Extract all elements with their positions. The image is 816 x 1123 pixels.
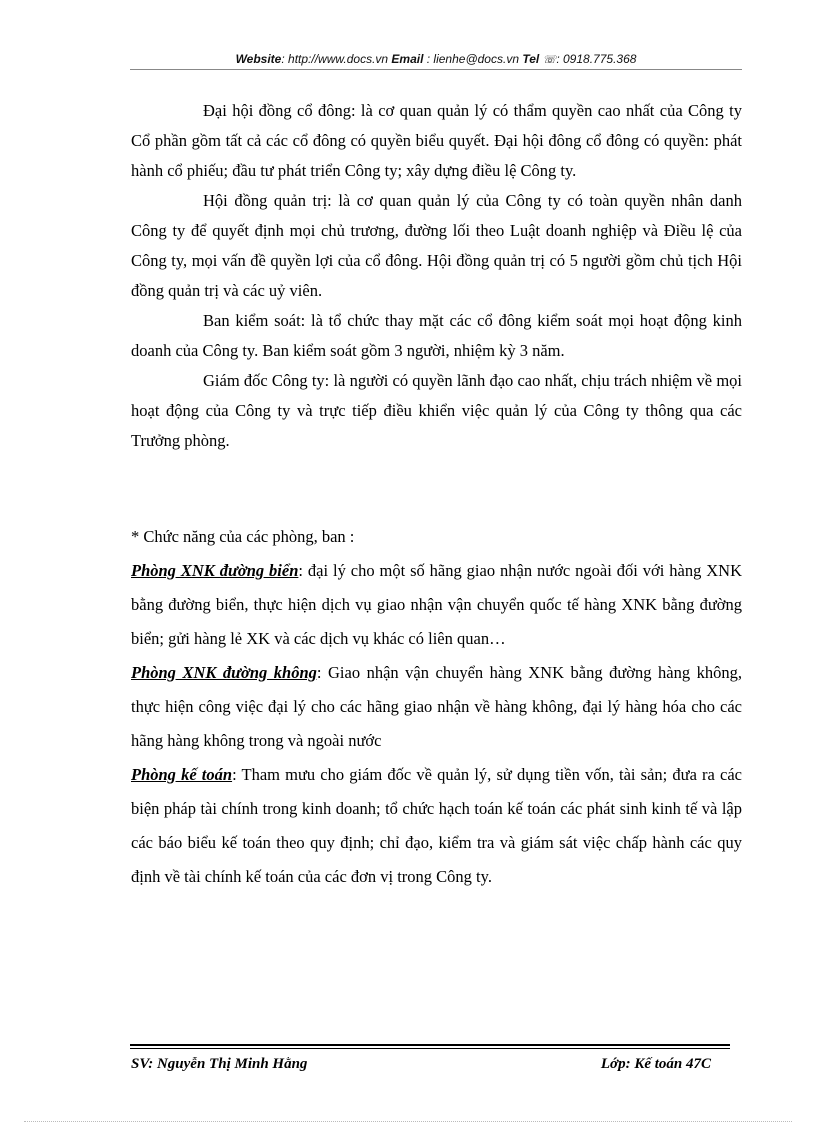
dept-text: : Tham mưu cho giám đốc về quản lý, sử dụng tiền vốn, tài sản; đưa ra các biện pháp tài chính trong kinh doanh; tổ chức hạch toán kế toán các phát sinh kinh tế và lập các báo biểu kế toán theo quy định; chỉ đạo, kiểm tra và giám sát việc chấp hành các quy định về tài chính kế toán của các đơn vị trong Công ty. bbox=[131, 765, 742, 886]
org-description bbox=[131, 96, 742, 456]
paragraph-director: Giám đốc Công ty: là người có quyền lãnh đạo cao nhất, chịu trách nhiệm về mọi hoạt động của Công ty và trực tiếp điều khiển việc quản lý của Công ty thông qua các Trưởng phòng. bbox=[131, 371, 742, 450]
footer-student: SV: Nguyễn Thị Minh Hằng bbox=[131, 1056, 308, 1072]
paragraph-board: Hội đồng quản trị: là cơ quan quản lý của Công ty có toàn quyền nhân danh Công ty để quyết định mọi chủ trương, đường lối theo Luật doanh nghiệp và Điều lệ của Công ty, mọi vấn đề quyền lợi của cổ đông. Hội đồng quản trị có 5 người gồm chủ tịch Hội đồng quản trị và các uỷ viên. bbox=[131, 191, 742, 300]
dept-text: : Giao nhận vận chuyển hàng XNK bằng đường hàng không, thực hiện công việc đại lý cho các hãng giao nhận về hàng không, đại lý hàng hóa cho các hãng hàng không trong và ngoài nước bbox=[131, 663, 742, 750]
tel-label: Tel bbox=[522, 52, 540, 66]
dept-air bbox=[131, 656, 742, 758]
page-footer bbox=[131, 1054, 711, 1074]
phone-icon: ☏ bbox=[542, 54, 557, 66]
paragraph-supervisory: Ban kiểm soát: là tổ chức thay mặt các cổ đông kiểm soát mọi hoạt động kinh doanh của Công ty. Ban kiểm soát gồm 3 người, nhiệm kỳ 3 năm. bbox=[131, 311, 742, 360]
page-bottom-border bbox=[24, 1121, 792, 1122]
section-heading: * Chức năng của các phòng, ban : bbox=[131, 527, 355, 546]
dept-name: Phòng XNK đường biển bbox=[131, 561, 299, 580]
department-functions bbox=[131, 520, 742, 894]
dept-text: : đại lý cho một số hãng giao nhận nước ngoài đối với hàng XNK bằng đường biển, thực hiện dịch vụ giao nhận vận chuyển quốc tế hàng XNK bằng đường biển; gửi hàng lẻ XK và các dịch vụ khác có liên quan… bbox=[131, 561, 742, 648]
dept-sea bbox=[131, 554, 742, 656]
email-value[interactable]: : lienhe@docs.vn bbox=[423, 52, 523, 66]
header-divider bbox=[130, 69, 742, 70]
footer-class: Lớp: Kế toán 47C bbox=[600, 1056, 711, 1072]
footer-divider bbox=[130, 1044, 730, 1046]
dept-name: Phòng kế toán bbox=[131, 765, 233, 784]
dept-accounting bbox=[131, 758, 742, 894]
dept-name: Phòng XNK đường không bbox=[131, 663, 317, 682]
email-label: Email bbox=[391, 52, 424, 66]
website-value[interactable]: : http://www.docs.vn bbox=[281, 52, 392, 66]
footer-divider-thin bbox=[130, 1048, 730, 1049]
page-header bbox=[130, 50, 742, 69]
website-label: Website bbox=[235, 52, 282, 66]
tel-value: : 0918.775.368 bbox=[556, 52, 637, 66]
paragraph-shareholders: Đại hội đồng cổ đông: là cơ quan quản lý có thẩm quyền cao nhất của Công ty Cổ phần gồm tất cả các cổ đông có quyền biểu quyết. Đại hội đông cổ đông có quyền: phát hành cổ phiếu; đầu tư phát triển Công ty; xây dựng điều lệ Công ty. bbox=[131, 101, 742, 180]
